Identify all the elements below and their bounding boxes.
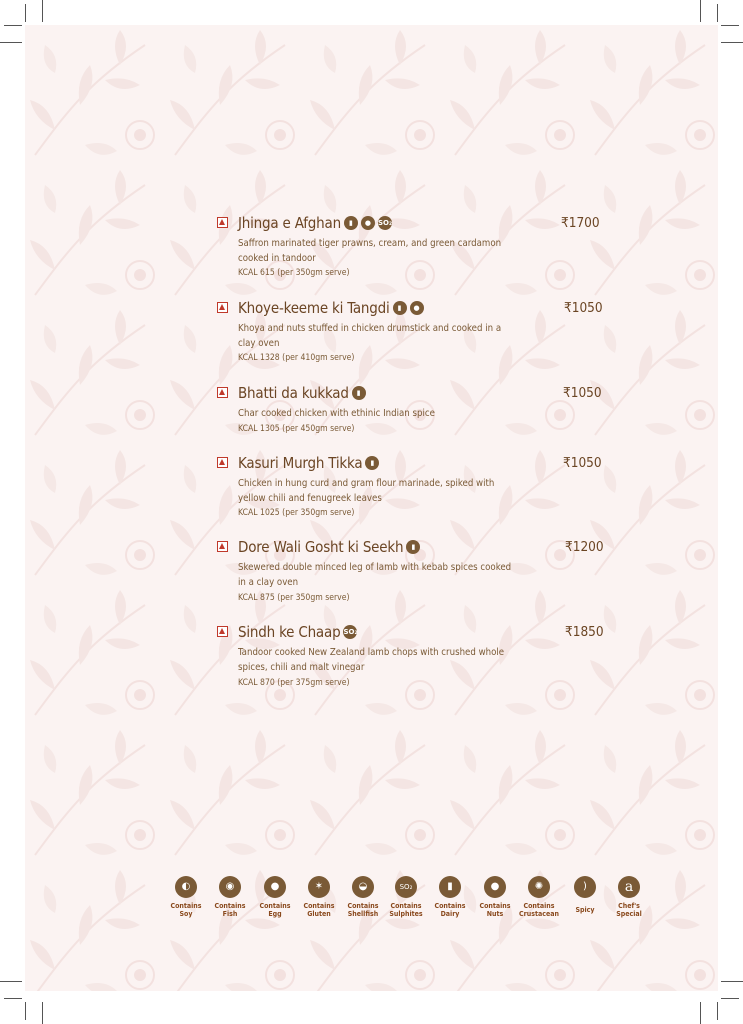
- legend-label: Contains Soy: [170, 902, 202, 918]
- crop-mark: [721, 25, 739, 26]
- chili-icon: ): [574, 876, 596, 898]
- crop-mark: [721, 998, 739, 999]
- crop-mark: [25, 1002, 26, 1020]
- legend-item: [207, 876, 253, 918]
- floral-background: [25, 25, 718, 991]
- legend-label: Spicy: [575, 906, 595, 914]
- crop-mark: [25, 4, 26, 22]
- dish-price: ₹1850: [565, 624, 604, 640]
- dish-price: ₹1050: [564, 300, 603, 316]
- non-veg-icon: [217, 541, 228, 552]
- floral-pattern: [25, 25, 718, 991]
- dairy-icon: ▮: [439, 876, 461, 898]
- crop-mark: [700, 0, 701, 22]
- legend-item: [472, 876, 518, 918]
- non-veg-icon: [217, 217, 228, 228]
- nuts-icon: ●: [361, 216, 375, 230]
- dish-kcal: KCAL 870 (per 375gm serve): [238, 678, 350, 688]
- crop-mark: [0, 42, 22, 43]
- dairy-icon: ▮: [365, 456, 379, 470]
- dish-name: Kasuri Murgh Tikka: [238, 454, 363, 472]
- legend-label: Contains Sulphites: [389, 902, 423, 918]
- dairy-icon: ▮: [393, 301, 407, 315]
- dish-kcal: KCAL 1305 (per 450gm serve): [238, 424, 355, 434]
- legend-label: Contains Egg: [259, 902, 291, 918]
- legend-item: [516, 876, 562, 918]
- dish-price: ₹1700: [561, 215, 600, 231]
- dish-price: ₹1050: [563, 455, 602, 471]
- allergen-legend: [165, 876, 645, 936]
- non-veg-icon: [217, 387, 228, 398]
- dish-price: ₹1050: [563, 385, 602, 401]
- dish-description: Tandoor cooked New Zealand lamb chops with crushed whole spices, chili and malt vinegar: [238, 647, 505, 673]
- dish-name: Jhinga e Afghan: [238, 214, 341, 232]
- dish-description: Saffron marinated tiger prawns, cream, and green cardamon cooked in tandoor: [238, 238, 502, 264]
- legend-item: [427, 876, 473, 918]
- crop-mark: [721, 981, 743, 982]
- legend-label: Chef's Special: [616, 902, 642, 918]
- non-veg-icon: [217, 626, 228, 637]
- legend-label: Contains Crustacean: [519, 902, 559, 918]
- dish-kcal: KCAL 615 (per 350gm serve): [238, 268, 350, 278]
- dish-name: Sindh ke Chaap: [238, 623, 341, 641]
- legend-label: Contains Fish: [214, 902, 246, 918]
- shellfish-icon: ◒: [352, 876, 374, 898]
- crop-mark: [717, 1002, 718, 1020]
- dish-name: Khoye-keeme ki Tangdi: [238, 299, 390, 317]
- legend-label: Contains Shellfish: [347, 902, 379, 918]
- legend-item: [252, 876, 298, 918]
- nuts-icon: ●: [410, 301, 424, 315]
- crop-mark: [717, 4, 718, 22]
- sulphites-icon: SO₂: [343, 625, 357, 639]
- dish-description: Char cooked chicken with ethinic Indian spice: [238, 408, 435, 419]
- sulphites-icon: SO₂: [378, 216, 392, 230]
- dairy-icon: ▮: [406, 540, 420, 554]
- dish-name: Bhatti da kukkad: [238, 384, 349, 402]
- dish-kcal: KCAL 1025 (per 350gm serve): [238, 508, 355, 518]
- dish-kcal: KCAL 1328 (per 410gm serve): [238, 353, 355, 363]
- dish-description: Skewered double minced leg of lamb with kebab spices cooked in a clay oven: [238, 562, 512, 588]
- nuts-icon: ●: [484, 876, 506, 898]
- chef-special-icon: a: [618, 876, 640, 898]
- dairy-icon: ▮: [344, 216, 358, 230]
- legend-item: [606, 876, 652, 918]
- crop-mark: [4, 25, 22, 26]
- legend-item: [163, 876, 209, 918]
- dairy-icon: ▮: [352, 386, 366, 400]
- crop-mark: [0, 981, 22, 982]
- fish-icon: ◉: [219, 876, 241, 898]
- non-veg-icon: [217, 302, 228, 313]
- dish-kcal: KCAL 875 (per 350gm serve): [238, 593, 350, 603]
- legend-label: Contains Nuts: [479, 902, 511, 918]
- egg-icon: ●: [264, 876, 286, 898]
- legend-item: [383, 876, 429, 918]
- legend-item: [340, 876, 386, 918]
- sulphites-icon: SO₂: [395, 876, 417, 898]
- legend-item: [562, 876, 608, 914]
- soy-icon: ◐: [175, 876, 197, 898]
- dish-description: Khoya and nuts stuffed in chicken drumstick and cooked in a clay oven: [238, 323, 502, 349]
- dish-name: Dore Wali Gosht ki Seekh: [238, 538, 404, 556]
- crop-mark: [721, 42, 743, 43]
- crustacean-icon: ✺: [528, 876, 550, 898]
- crop-mark: [4, 998, 22, 999]
- legend-label: Contains Dairy: [434, 902, 466, 918]
- crop-mark: [42, 1002, 43, 1024]
- legend-item: [296, 876, 342, 918]
- dish-description: Chicken in hung curd and gram flour marinade, spiked with yellow chili and fenugreek leaves: [238, 478, 495, 504]
- non-veg-icon: [217, 457, 228, 468]
- crop-mark: [700, 1002, 701, 1024]
- dish-price: ₹1200: [565, 539, 604, 555]
- gluten-icon: ✶: [308, 876, 330, 898]
- crop-mark: [42, 0, 43, 22]
- legend-label: Contains Gluten: [303, 902, 335, 918]
